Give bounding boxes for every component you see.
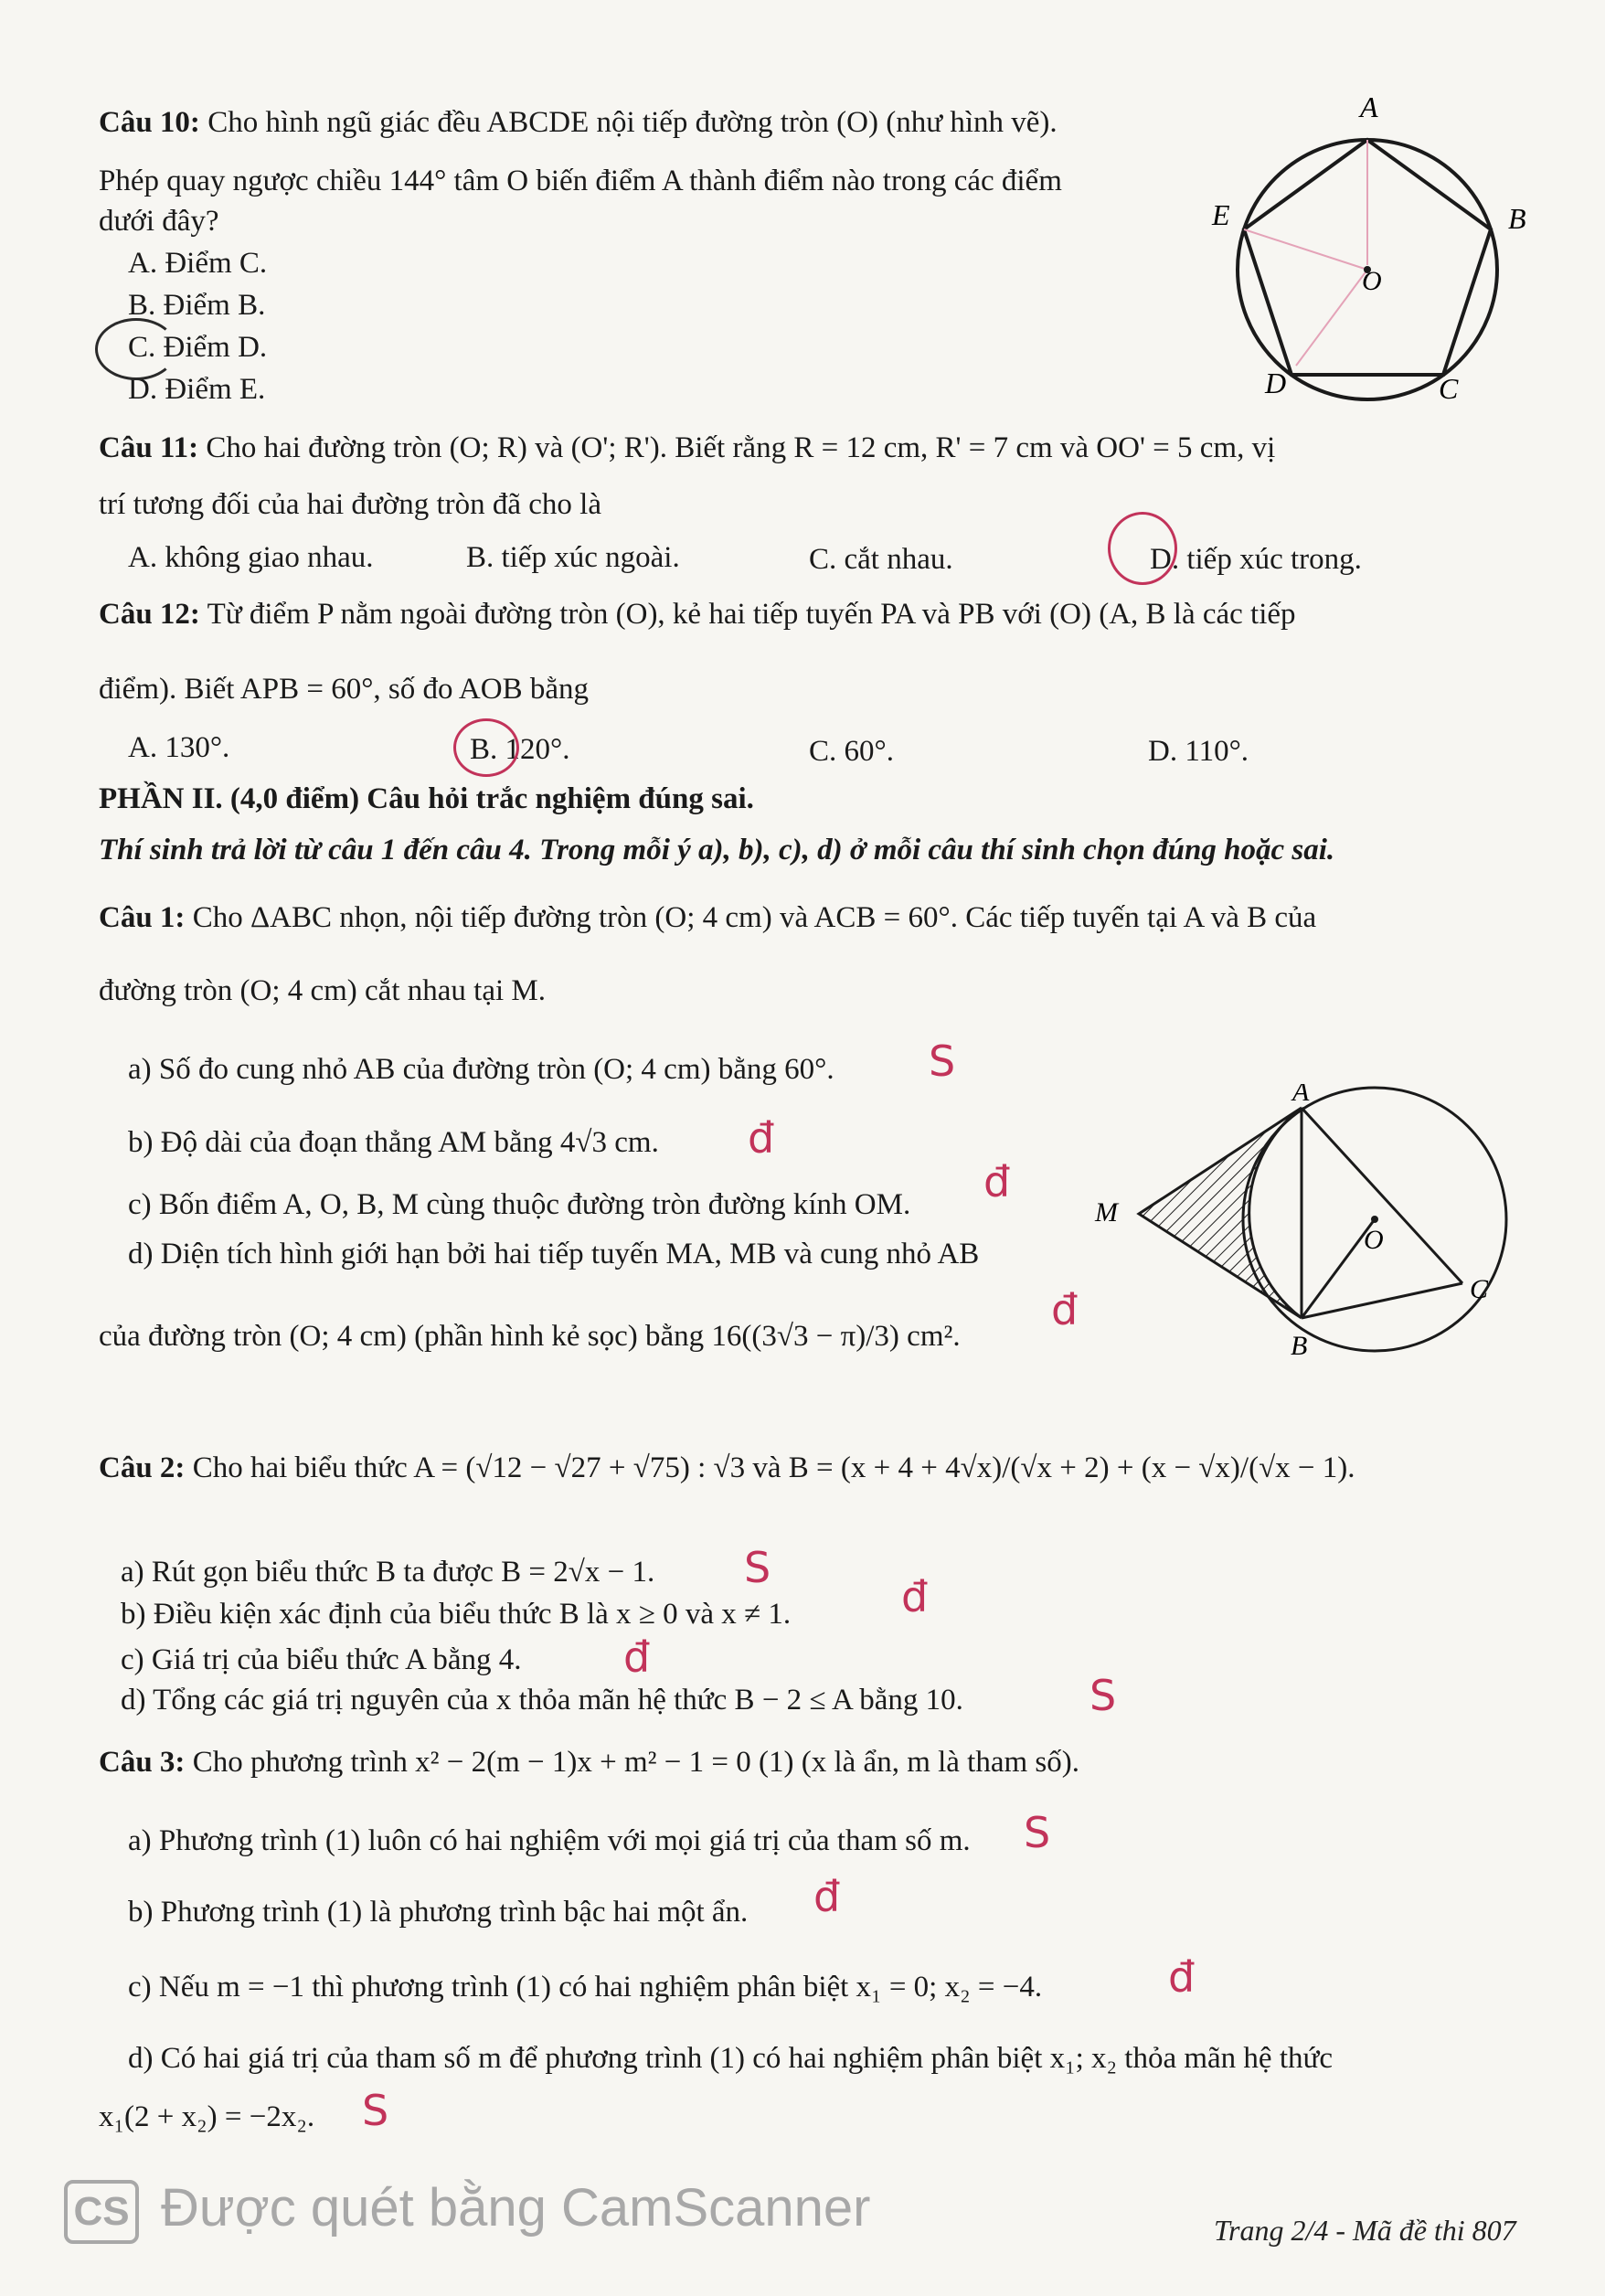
- label-a-2: A: [1292, 1084, 1310, 1107]
- q10-line2: Phép quay ngược chiều 144° tâm O biến điểm A thành điểm nào trong các điểm: [99, 165, 1062, 197]
- q12-line2: điểm). Biết APB = 60°, số đo AOB bằng: [99, 673, 589, 706]
- q11-option-a: A. không giao nhau.: [128, 541, 374, 574]
- c2-item-d: d) Tổng các giá trị nguyên của x thỏa mãn hệ thức B − 2 ≤ A bằng 10.: [121, 1684, 963, 1717]
- label-c: C: [1439, 372, 1459, 402]
- q12-label: Câu 12:: [99, 598, 200, 631]
- q12-option-a: A. 130°.: [128, 731, 230, 764]
- q10-option-b: B. Điểm B.: [128, 289, 266, 322]
- c2-line1: [99, 1450, 1355, 1486]
- c1-d-mark: đ: [1051, 1285, 1079, 1334]
- q10-text: Cho hình ngũ giác đều ABCDE nội tiếp đường tròn (O) (như hình vẽ).: [207, 106, 1058, 139]
- c3-a-mark: S: [1024, 1808, 1051, 1857]
- q11-option-d: D. tiếp xúc trong.: [1150, 543, 1362, 576]
- q11-label: Câu 11:: [99, 431, 199, 464]
- label-d: D: [1265, 367, 1287, 399]
- q10-line3: dưới đây?: [99, 205, 219, 238]
- c1-item-a: a) Số đo cung nhỏ AB của đường tròn (O; 4 cm) bằng 60°.: [128, 1053, 834, 1086]
- c3-text: Cho phương trình x² − 2(m − 1)x + m² − 1 = 0 (1) (x là ẩn, m là tham số).: [192, 1746, 1079, 1779]
- c2-d-mark: S: [1089, 1671, 1117, 1720]
- q11-line1: [99, 430, 1275, 466]
- c1-item-d-line2: của đường tròn (O; 4 cm) (phần hình kẻ sọc) bằng 16((3√3 − π)/3) cm².: [99, 1320, 961, 1353]
- c2-item-b: b) Điều kiện xác định của biểu thức B là x ≥ 0 và x ≠ 1.: [121, 1598, 792, 1631]
- q12-option-c: C. 60°.: [809, 735, 894, 768]
- c1-c-mark: đ: [983, 1157, 1011, 1206]
- c3-item-b: b) Phương trình (1) là phương trình bậc hai một ẩn.: [128, 1896, 749, 1929]
- label-o: O: [1362, 266, 1382, 296]
- c3-item-a: a) Phương trình (1) luôn có hai nghiệm với mọi giá trị của tham số m.: [128, 1824, 971, 1857]
- label-c-2: C: [1470, 1274, 1489, 1304]
- c3-d-mark: S: [362, 2086, 389, 2135]
- c2-a-mark: S: [744, 1543, 771, 1592]
- c1-item-d-line1: d) Diện tích hình giới hạn bởi hai tiếp tuyến MA, MB và cung nhỏ AB: [128, 1238, 980, 1270]
- c3-item-c: c) Nếu m = −1 thì phương trình (1) có hai nghiệm phân biệt x₁ = 0; x₂ = −4.: [128, 1971, 1043, 2004]
- c2-item-c: c) Giá trị của biểu thức A bằng 4.: [121, 1643, 522, 1676]
- q11-option-c: C. cắt nhau.: [809, 543, 953, 576]
- c1-a-mark: S: [929, 1036, 956, 1086]
- label-o-2: O: [1364, 1225, 1384, 1255]
- q11-line2: trí tương đối của hai đường tròn đã cho là: [99, 488, 601, 521]
- camscanner-text: Được quét bằng CamScanner: [161, 2178, 871, 2238]
- segment-ac: [1302, 1108, 1462, 1283]
- c3-c-mark: đ: [1168, 1952, 1196, 2002]
- c1-item-c: c) Bốn điểm A, O, B, M cùng thuộc đường tròn đường kính OM.: [128, 1188, 911, 1221]
- label-e: E: [1212, 198, 1230, 231]
- q11-text: Cho hai đường tròn (O; R) và (O'; R'). Biết rằng R = 12 cm, R' = 7 cm và OO' = 5 cm, vị: [206, 431, 1276, 464]
- hatched-region: [1139, 1108, 1302, 1318]
- c1-line2: đường tròn (O; 4 cm) cắt nhau tại M.: [99, 974, 546, 1007]
- c3-line1: [99, 1744, 1079, 1780]
- q12-option-b: B. 120°.: [470, 733, 570, 766]
- q10-option-a: A. Điểm C.: [128, 247, 268, 280]
- q11-answer-circle: [1108, 512, 1177, 585]
- q12-answer-circle: [453, 718, 519, 777]
- c1-line1: [99, 899, 1316, 936]
- camscanner-watermark: [64, 2177, 871, 2244]
- label-m: M: [1095, 1197, 1118, 1228]
- c3-item-d-line2: x₁(2 + x₂) = −2x₂.: [99, 2100, 315, 2133]
- q12-option-d: D. 110°.: [1148, 735, 1249, 768]
- c3-item-d-line1: d) Có hai giá trị của tham số m để phương trình (1) có hai nghiệm phân biệt x₁; x₂ thỏa mãn hệ thức: [128, 2042, 1334, 2075]
- c1-text: Cho ΔABC nhọn, nội tiếp đường tròn (O; 4 cm) và ACB = 60°. Các tiếp tuyến tại A và B của: [192, 901, 1317, 934]
- q10-label: Câu 10:: [99, 106, 200, 139]
- q10-option-c: C. Điểm D.: [128, 331, 268, 364]
- page-footer: Trang 2/4 - Mã đề thi 807: [1214, 2214, 1516, 2247]
- camscanner-logo-icon: CS: [64, 2180, 139, 2244]
- c3-b-mark: đ: [813, 1872, 841, 1921]
- c2-c-mark: đ: [623, 1632, 651, 1682]
- c2-item-a: a) Rút gọn biểu thức B ta được B = 2√x − 1.: [121, 1556, 655, 1589]
- label-b-2: B: [1291, 1331, 1308, 1361]
- c2-label: Câu 2:: [99, 1451, 186, 1484]
- segment-oe: [1244, 229, 1367, 270]
- part2-title: PHẦN II. (4,0 điểm) Câu hỏi trắc nghiệm đúng sai.: [99, 782, 754, 815]
- c1-item-b: b) Độ dài của đoạn thẳng AM bằng 4√3 cm.: [128, 1126, 659, 1159]
- q11-option-b: B. tiếp xúc ngoài.: [466, 541, 680, 574]
- segment-bc: [1302, 1283, 1462, 1318]
- segment-od: [1296, 270, 1367, 366]
- q10-answer-circle: [95, 318, 177, 380]
- c1-label: Câu 1:: [99, 901, 186, 934]
- c2-b-mark: đ: [901, 1572, 929, 1621]
- label-b: B: [1508, 202, 1526, 235]
- label-a: A: [1360, 91, 1378, 123]
- center-o-2: [1371, 1216, 1378, 1223]
- q10-option-d: D. Điểm E.: [128, 373, 266, 406]
- tangent-figure: [1093, 1084, 1514, 1371]
- c2-text: Cho hai biểu thức A = (√12 − √27 + √75) : √3 và B = (x + 4 + 4√x)/(√x + 2) + (x − √x)/(√x − 1).: [192, 1451, 1355, 1484]
- pentagon-figure: [1205, 91, 1543, 402]
- c3-label: Câu 3:: [99, 1746, 186, 1779]
- c1-b-mark: đ: [748, 1113, 775, 1163]
- q12-line1: [99, 596, 1296, 632]
- q10-line1: [99, 104, 1058, 141]
- part2-instruction: Thí sinh trả lời từ câu 1 đến câu 4. Trong mỗi ý a), b), c), d) ở mỗi câu thí sinh chọn đúng hoặc sai.: [99, 834, 1335, 866]
- q12-text: Từ điểm P nằm ngoài đường tròn (O), kẻ hai tiếp tuyến PA và PB với (O) (A, B là các tiếp: [207, 598, 1296, 631]
